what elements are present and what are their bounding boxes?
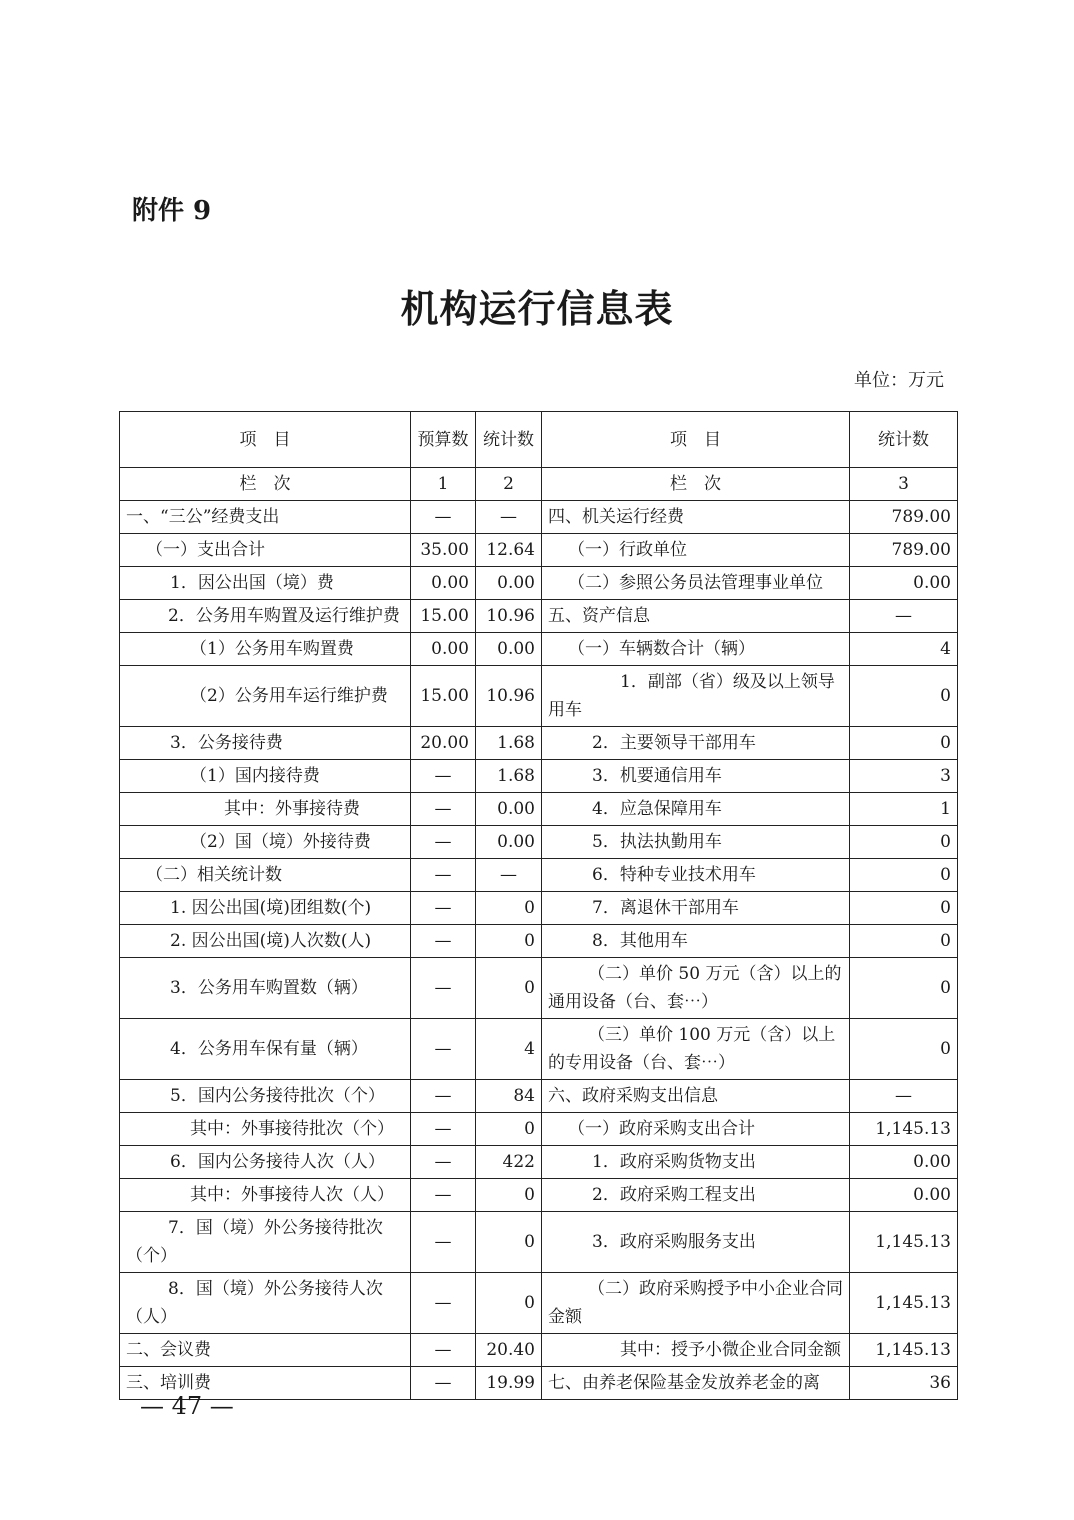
header-item-right: 项 目 bbox=[542, 412, 850, 468]
row-item-right: 3．政府采购服务支出 bbox=[542, 1212, 850, 1273]
row-item-right: （三）单价 100 万元（含）以上的专用设备（台、套⋯） bbox=[542, 1019, 850, 1080]
row-value: 0 bbox=[850, 958, 958, 1019]
table-row bbox=[120, 793, 958, 826]
row-item-right: 2．主要领导干部用车 bbox=[542, 727, 850, 760]
row-item-right: （一）政府采购支出合计 bbox=[542, 1113, 850, 1146]
header-stat: 统计数 bbox=[476, 412, 542, 468]
row-budget: — bbox=[411, 1273, 476, 1334]
col-label: 栏 次 bbox=[120, 468, 411, 501]
row-value: 1,145.13 bbox=[850, 1113, 958, 1146]
row-stat: 1.68 bbox=[476, 727, 542, 760]
row-value: 0 bbox=[850, 666, 958, 727]
row-value: 0 bbox=[850, 826, 958, 859]
row-item: （二）相关统计数 bbox=[120, 859, 411, 892]
row-stat: 0.00 bbox=[476, 567, 542, 600]
row-item: 其中：外事接待人次（人） bbox=[120, 1179, 411, 1212]
table-row bbox=[120, 1113, 958, 1146]
row-budget: — bbox=[411, 793, 476, 826]
row-value: 0 bbox=[850, 925, 958, 958]
table-row bbox=[120, 534, 958, 567]
row-value: 3 bbox=[850, 760, 958, 793]
row-item-right: 5．执法执勤用车 bbox=[542, 826, 850, 859]
unit-label: 单位：万元 bbox=[854, 370, 944, 391]
table-row bbox=[120, 600, 958, 633]
row-budget: 0.00 bbox=[411, 633, 476, 666]
row-item-right: 六、政府采购支出信息 bbox=[542, 1080, 850, 1113]
row-stat: — bbox=[476, 501, 542, 534]
row-item-right: （二）政府采购授予中小企业合同金额 bbox=[542, 1273, 850, 1334]
row-stat: 0 bbox=[476, 1212, 542, 1273]
row-item-right: 其中：授予小微企业合同金额 bbox=[542, 1334, 850, 1367]
row-budget: — bbox=[411, 925, 476, 958]
row-item: （2）公务用车运行维护费 bbox=[120, 666, 411, 727]
table-row bbox=[120, 1179, 958, 1212]
table-row bbox=[120, 1273, 958, 1334]
row-budget: — bbox=[411, 1080, 476, 1113]
row-budget: — bbox=[411, 1019, 476, 1080]
row-item: 1. 因公出国(境)团组数(个) bbox=[120, 892, 411, 925]
row-stat: 0 bbox=[476, 1179, 542, 1212]
row-value: 1,145.13 bbox=[850, 1273, 958, 1334]
row-stat: 1.68 bbox=[476, 760, 542, 793]
row-value: 1 bbox=[850, 793, 958, 826]
row-item: 2. 因公出国(境)人次数(人) bbox=[120, 925, 411, 958]
table-row bbox=[120, 567, 958, 600]
row-stat: 19.99 bbox=[476, 1367, 542, 1400]
row-item: 8．国（境）外公务接待人次（人） bbox=[120, 1273, 411, 1334]
row-stat: 422 bbox=[476, 1146, 542, 1179]
row-stat: 0 bbox=[476, 1113, 542, 1146]
row-item: 3．公务用车购置数（辆） bbox=[120, 958, 411, 1019]
row-item-right: 7．离退休干部用车 bbox=[542, 892, 850, 925]
row-stat: 4 bbox=[476, 1019, 542, 1080]
row-value: 0 bbox=[850, 727, 958, 760]
row-item: 1．因公出国（境）费 bbox=[120, 567, 411, 600]
row-item: 二、会议费 bbox=[120, 1334, 411, 1367]
row-stat: 20.40 bbox=[476, 1334, 542, 1367]
row-value: 789.00 bbox=[850, 534, 958, 567]
row-stat: 0 bbox=[476, 1273, 542, 1334]
row-item: （1）国内接待费 bbox=[120, 760, 411, 793]
row-stat: — bbox=[476, 859, 542, 892]
row-stat: 10.96 bbox=[476, 600, 542, 633]
row-stat: 12.64 bbox=[476, 534, 542, 567]
row-item: 5．国内公务接待批次（个） bbox=[120, 1080, 411, 1113]
row-budget: — bbox=[411, 1334, 476, 1367]
row-item: 一、“三公”经费支出 bbox=[120, 501, 411, 534]
row-stat: 0 bbox=[476, 958, 542, 1019]
row-budget: 35.00 bbox=[411, 534, 476, 567]
row-budget: 15.00 bbox=[411, 600, 476, 633]
attachment-label: 附件 9 bbox=[132, 196, 212, 226]
row-value: — bbox=[850, 1080, 958, 1113]
row-budget: 0.00 bbox=[411, 567, 476, 600]
row-budget: — bbox=[411, 1179, 476, 1212]
row-budget: — bbox=[411, 958, 476, 1019]
row-budget: — bbox=[411, 1212, 476, 1273]
table-row bbox=[120, 1146, 958, 1179]
table-row bbox=[120, 727, 958, 760]
page-number: — 47 — bbox=[140, 1392, 234, 1420]
page-title: 机构运行信息表 bbox=[400, 286, 674, 331]
row-budget: — bbox=[411, 892, 476, 925]
row-value: 36 bbox=[850, 1367, 958, 1400]
row-item-right: （二）单价 50 万元（含）以上的通用设备（台、套⋯） bbox=[542, 958, 850, 1019]
table-row bbox=[120, 859, 958, 892]
row-item-right: 五、资产信息 bbox=[542, 600, 850, 633]
table-row bbox=[120, 633, 958, 666]
row-item-right: 8．其他用车 bbox=[542, 925, 850, 958]
row-item-right: 3．机要通信用车 bbox=[542, 760, 850, 793]
row-stat: 10.96 bbox=[476, 666, 542, 727]
row-value: 789.00 bbox=[850, 501, 958, 534]
table-row bbox=[120, 666, 958, 727]
row-budget: — bbox=[411, 1367, 476, 1400]
row-budget: — bbox=[411, 501, 476, 534]
row-item: 其中：外事接待费 bbox=[120, 793, 411, 826]
header-budget: 预算数 bbox=[411, 412, 476, 468]
col-label-right: 栏 次 bbox=[542, 468, 850, 501]
row-stat: 0.00 bbox=[476, 633, 542, 666]
row-value: 1,145.13 bbox=[850, 1212, 958, 1273]
row-item: 三、培训费 bbox=[120, 1367, 411, 1400]
row-item-right: （一）车辆数合计（辆） bbox=[542, 633, 850, 666]
row-item-right: 6．特种专业技术用车 bbox=[542, 859, 850, 892]
table-row bbox=[120, 1334, 958, 1367]
row-budget: — bbox=[411, 859, 476, 892]
header-row bbox=[120, 412, 958, 468]
row-value: 0 bbox=[850, 859, 958, 892]
row-item-right: 1．政府采购货物支出 bbox=[542, 1146, 850, 1179]
row-value: 0.00 bbox=[850, 567, 958, 600]
row-item: 3．公务接待费 bbox=[120, 727, 411, 760]
row-value: 0.00 bbox=[850, 1146, 958, 1179]
row-item-right: 七、由养老保险基金发放养老金的离 bbox=[542, 1367, 850, 1400]
table-row bbox=[120, 760, 958, 793]
row-budget: 20.00 bbox=[411, 727, 476, 760]
row-item-right: 2．政府采购工程支出 bbox=[542, 1179, 850, 1212]
row-budget: 15.00 bbox=[411, 666, 476, 727]
table-row bbox=[120, 925, 958, 958]
table-row bbox=[120, 1080, 958, 1113]
header-item: 项 目 bbox=[120, 412, 411, 468]
row-value: 0 bbox=[850, 1019, 958, 1080]
row-budget: — bbox=[411, 760, 476, 793]
row-item-right: 四、机关运行经费 bbox=[542, 501, 850, 534]
row-budget: — bbox=[411, 826, 476, 859]
row-value: — bbox=[850, 600, 958, 633]
row-item: 4．公务用车保有量（辆） bbox=[120, 1019, 411, 1080]
col-1: 1 bbox=[411, 468, 476, 501]
table-row bbox=[120, 501, 958, 534]
row-stat: 0 bbox=[476, 892, 542, 925]
row-stat: 0 bbox=[476, 925, 542, 958]
row-item: 7．国（境）外公务接待批次（个） bbox=[120, 1212, 411, 1273]
col-2: 2 bbox=[476, 468, 542, 501]
info-table bbox=[119, 411, 958, 1400]
table-row bbox=[120, 826, 958, 859]
row-item: 6．国内公务接待人次（人） bbox=[120, 1146, 411, 1179]
col-3: 3 bbox=[850, 468, 958, 501]
row-item: （1）公务用车购置费 bbox=[120, 633, 411, 666]
row-stat: 84 bbox=[476, 1080, 542, 1113]
column-index-row bbox=[120, 468, 958, 501]
row-value: 0.00 bbox=[850, 1179, 958, 1212]
table-row bbox=[120, 958, 958, 1019]
row-budget: — bbox=[411, 1146, 476, 1179]
row-item: （2）国（境）外接待费 bbox=[120, 826, 411, 859]
row-item-right: （二）参照公务员法管理事业单位 bbox=[542, 567, 850, 600]
row-stat: 0.00 bbox=[476, 793, 542, 826]
row-value: 0 bbox=[850, 892, 958, 925]
row-item: 其中：外事接待批次（个） bbox=[120, 1113, 411, 1146]
row-stat: 0.00 bbox=[476, 826, 542, 859]
row-value: 1,145.13 bbox=[850, 1334, 958, 1367]
row-item-right: 4．应急保障用车 bbox=[542, 793, 850, 826]
table-row bbox=[120, 1212, 958, 1273]
table-row bbox=[120, 892, 958, 925]
row-budget: — bbox=[411, 1113, 476, 1146]
header-stat-right: 统计数 bbox=[850, 412, 958, 468]
table-row bbox=[120, 1019, 958, 1080]
row-item-right: 1．副部（省）级及以上领导用车 bbox=[542, 666, 850, 727]
row-value: 4 bbox=[850, 633, 958, 666]
row-item: 2．公务用车购置及运行维护费 bbox=[120, 600, 411, 633]
table-row bbox=[120, 1367, 958, 1400]
row-item: （一）支出合计 bbox=[120, 534, 411, 567]
row-item-right: （一）行政单位 bbox=[542, 534, 850, 567]
